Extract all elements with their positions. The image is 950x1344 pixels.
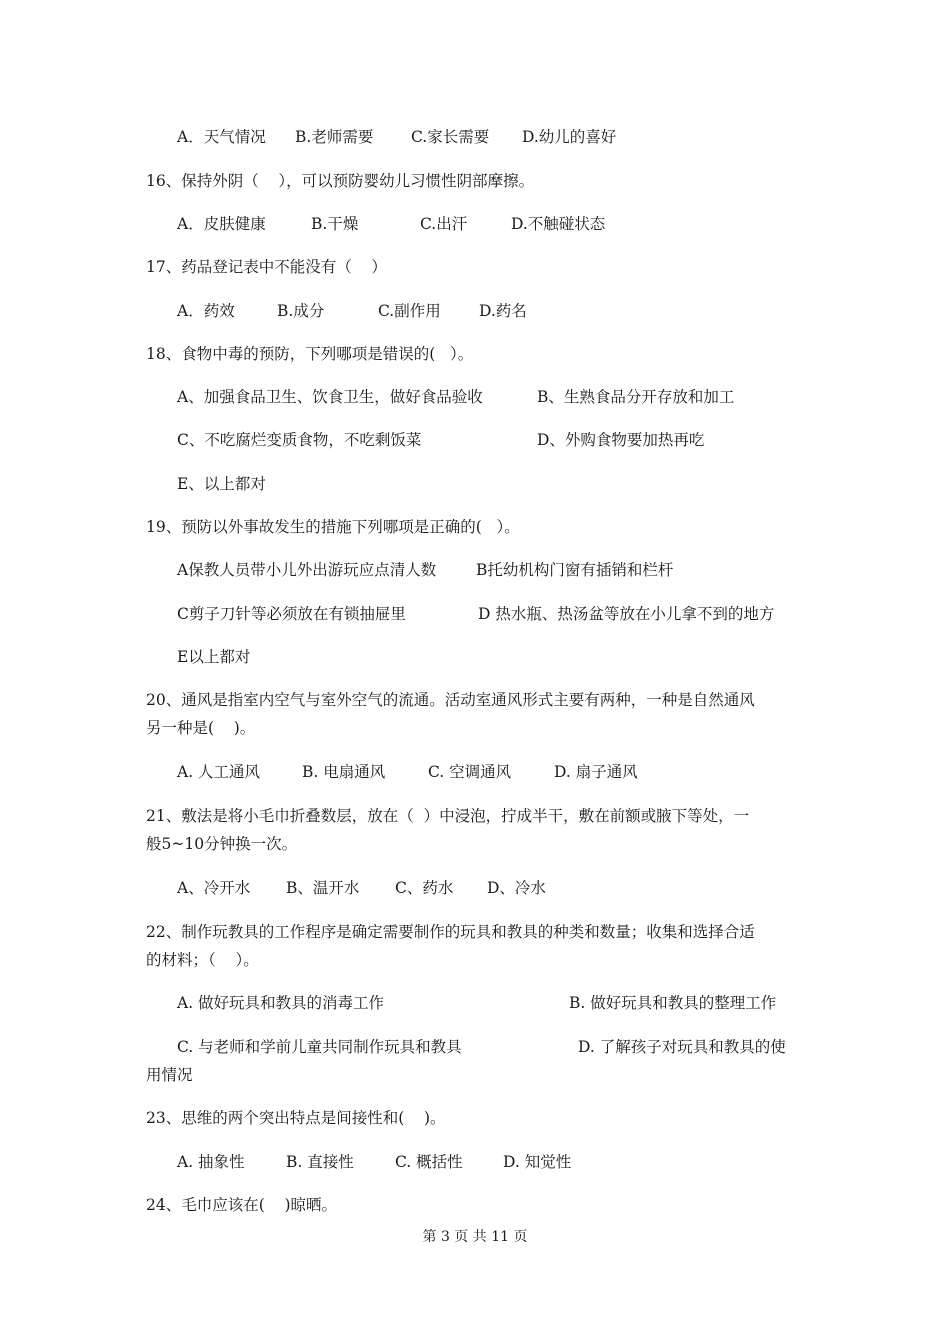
q21-stem-line1: 21、敷法是将小毛巾折叠数层，放在（ ）中浸泡，拧成半干，敷在前额或腋下等处，一 — [146, 807, 750, 825]
q15-option-c: C.家长需要 — [411, 128, 490, 146]
q18-option-a: A、加强食品卫生、饮食卫生，做好食品验收 — [177, 388, 483, 406]
q20-option-d: D. 扇子通风 — [554, 763, 638, 781]
q16-option-d: D.不触碰状态 — [511, 215, 606, 233]
q17-stem: 17、药品登记表中不能没有（ ） — [146, 258, 387, 276]
q15-option-a: A．天气情况 — [177, 128, 266, 146]
q18-option-d: D、外购食物要加热再吃 — [537, 431, 705, 449]
q21-option-a: A、冷开水 — [177, 879, 251, 897]
q17-option-d: D.药名 — [479, 302, 527, 320]
q15-option-d: D.幼儿的喜好 — [522, 128, 617, 146]
q22-option-d: D. 了解孩子对玩具和教具的使 — [578, 1038, 786, 1056]
q16-stem: 16、保持外阴（ ），可以预防婴幼儿习惯性阴部摩擦。 — [146, 172, 535, 190]
q22-stem-line1: 22、制作玩教具的工作程序是确定需要制作的玩具和教具的种类和数量；收集和选择合适 — [146, 923, 755, 941]
q15-option-b: B.老师需要 — [295, 128, 374, 146]
q18-stem: 18、食物中毒的预防，下列哪项是错误的( ）。 — [146, 345, 474, 363]
q20-option-c: C. 空调通风 — [428, 763, 512, 781]
q20-option-b: B. 电扇通风 — [302, 763, 386, 781]
q23-option-c: C. 概括性 — [395, 1153, 463, 1171]
q19-option-b: B托幼机构门窗有插销和栏杆 — [476, 561, 674, 579]
q23-option-b: B. 直接性 — [286, 1153, 354, 1171]
q19-option-a: A保教人员带小儿外出游玩应点清人数 — [177, 561, 437, 579]
q16-option-c: C.出汗 — [420, 215, 468, 233]
q23-stem: 23、思维的两个突出特点是间接性和( )。 — [146, 1109, 446, 1127]
q21-option-b: B、温开水 — [286, 879, 360, 897]
q21-option-d: D、冷水 — [487, 879, 546, 897]
q19-stem: 19、预防以外事故发生的措施下列哪项是正确的( ）。 — [146, 518, 520, 536]
q24-stem: 24、毛巾应该在( )晾晒。 — [146, 1196, 338, 1214]
q18-option-b: B、生熟食品分开存放和加工 — [537, 388, 735, 406]
q21-stem-line2: 般5~10分钟换一次。 — [146, 835, 298, 853]
q22-option-d-cont: 用情况 — [146, 1066, 193, 1084]
q22-option-c: C. 与老师和学前儿童共同制作玩具和教具 — [177, 1038, 462, 1056]
q18-option-c: C、不吃腐烂变质食物，不吃剩饭菜 — [177, 431, 422, 449]
q20-option-a: A. 人工通风 — [177, 763, 261, 781]
q16-option-a: A．皮肤健康 — [177, 215, 266, 233]
q20-stem-line2: 另一种是( )。 — [146, 719, 256, 737]
q22-stem-line2: 的材料；（ ）。 — [146, 951, 259, 969]
q23-option-a: A. 抽象性 — [177, 1153, 245, 1171]
q19-option-e: E以上都对 — [177, 648, 251, 666]
page-footer: 第 3 页 共 11 页 — [422, 1229, 528, 1245]
q16-option-b: B.干燥 — [311, 215, 359, 233]
q17-option-c: C.副作用 — [378, 302, 441, 320]
q22-option-b: B. 做好玩具和教具的整理工作 — [569, 994, 777, 1012]
q21-option-c: C、药水 — [395, 879, 454, 897]
q23-option-d: D. 知觉性 — [503, 1153, 572, 1171]
q18-option-e: E、以上都对 — [177, 475, 266, 493]
q17-option-b: B.成分 — [277, 302, 325, 320]
q19-option-c: C剪子刀针等必须放在有锁抽屉里 — [177, 605, 406, 623]
q20-stem-line1: 20、通风是指室内空气与室外空气的流通。活动室通风形式主要有两种，一种是自然通风 — [146, 691, 755, 709]
q22-option-a: A. 做好玩具和教具的消毒工作 — [177, 994, 385, 1012]
q19-option-d: D 热水瓶、热汤盆等放在小儿拿不到的地方 — [478, 605, 775, 623]
q17-option-a: A．药效 — [177, 302, 235, 320]
